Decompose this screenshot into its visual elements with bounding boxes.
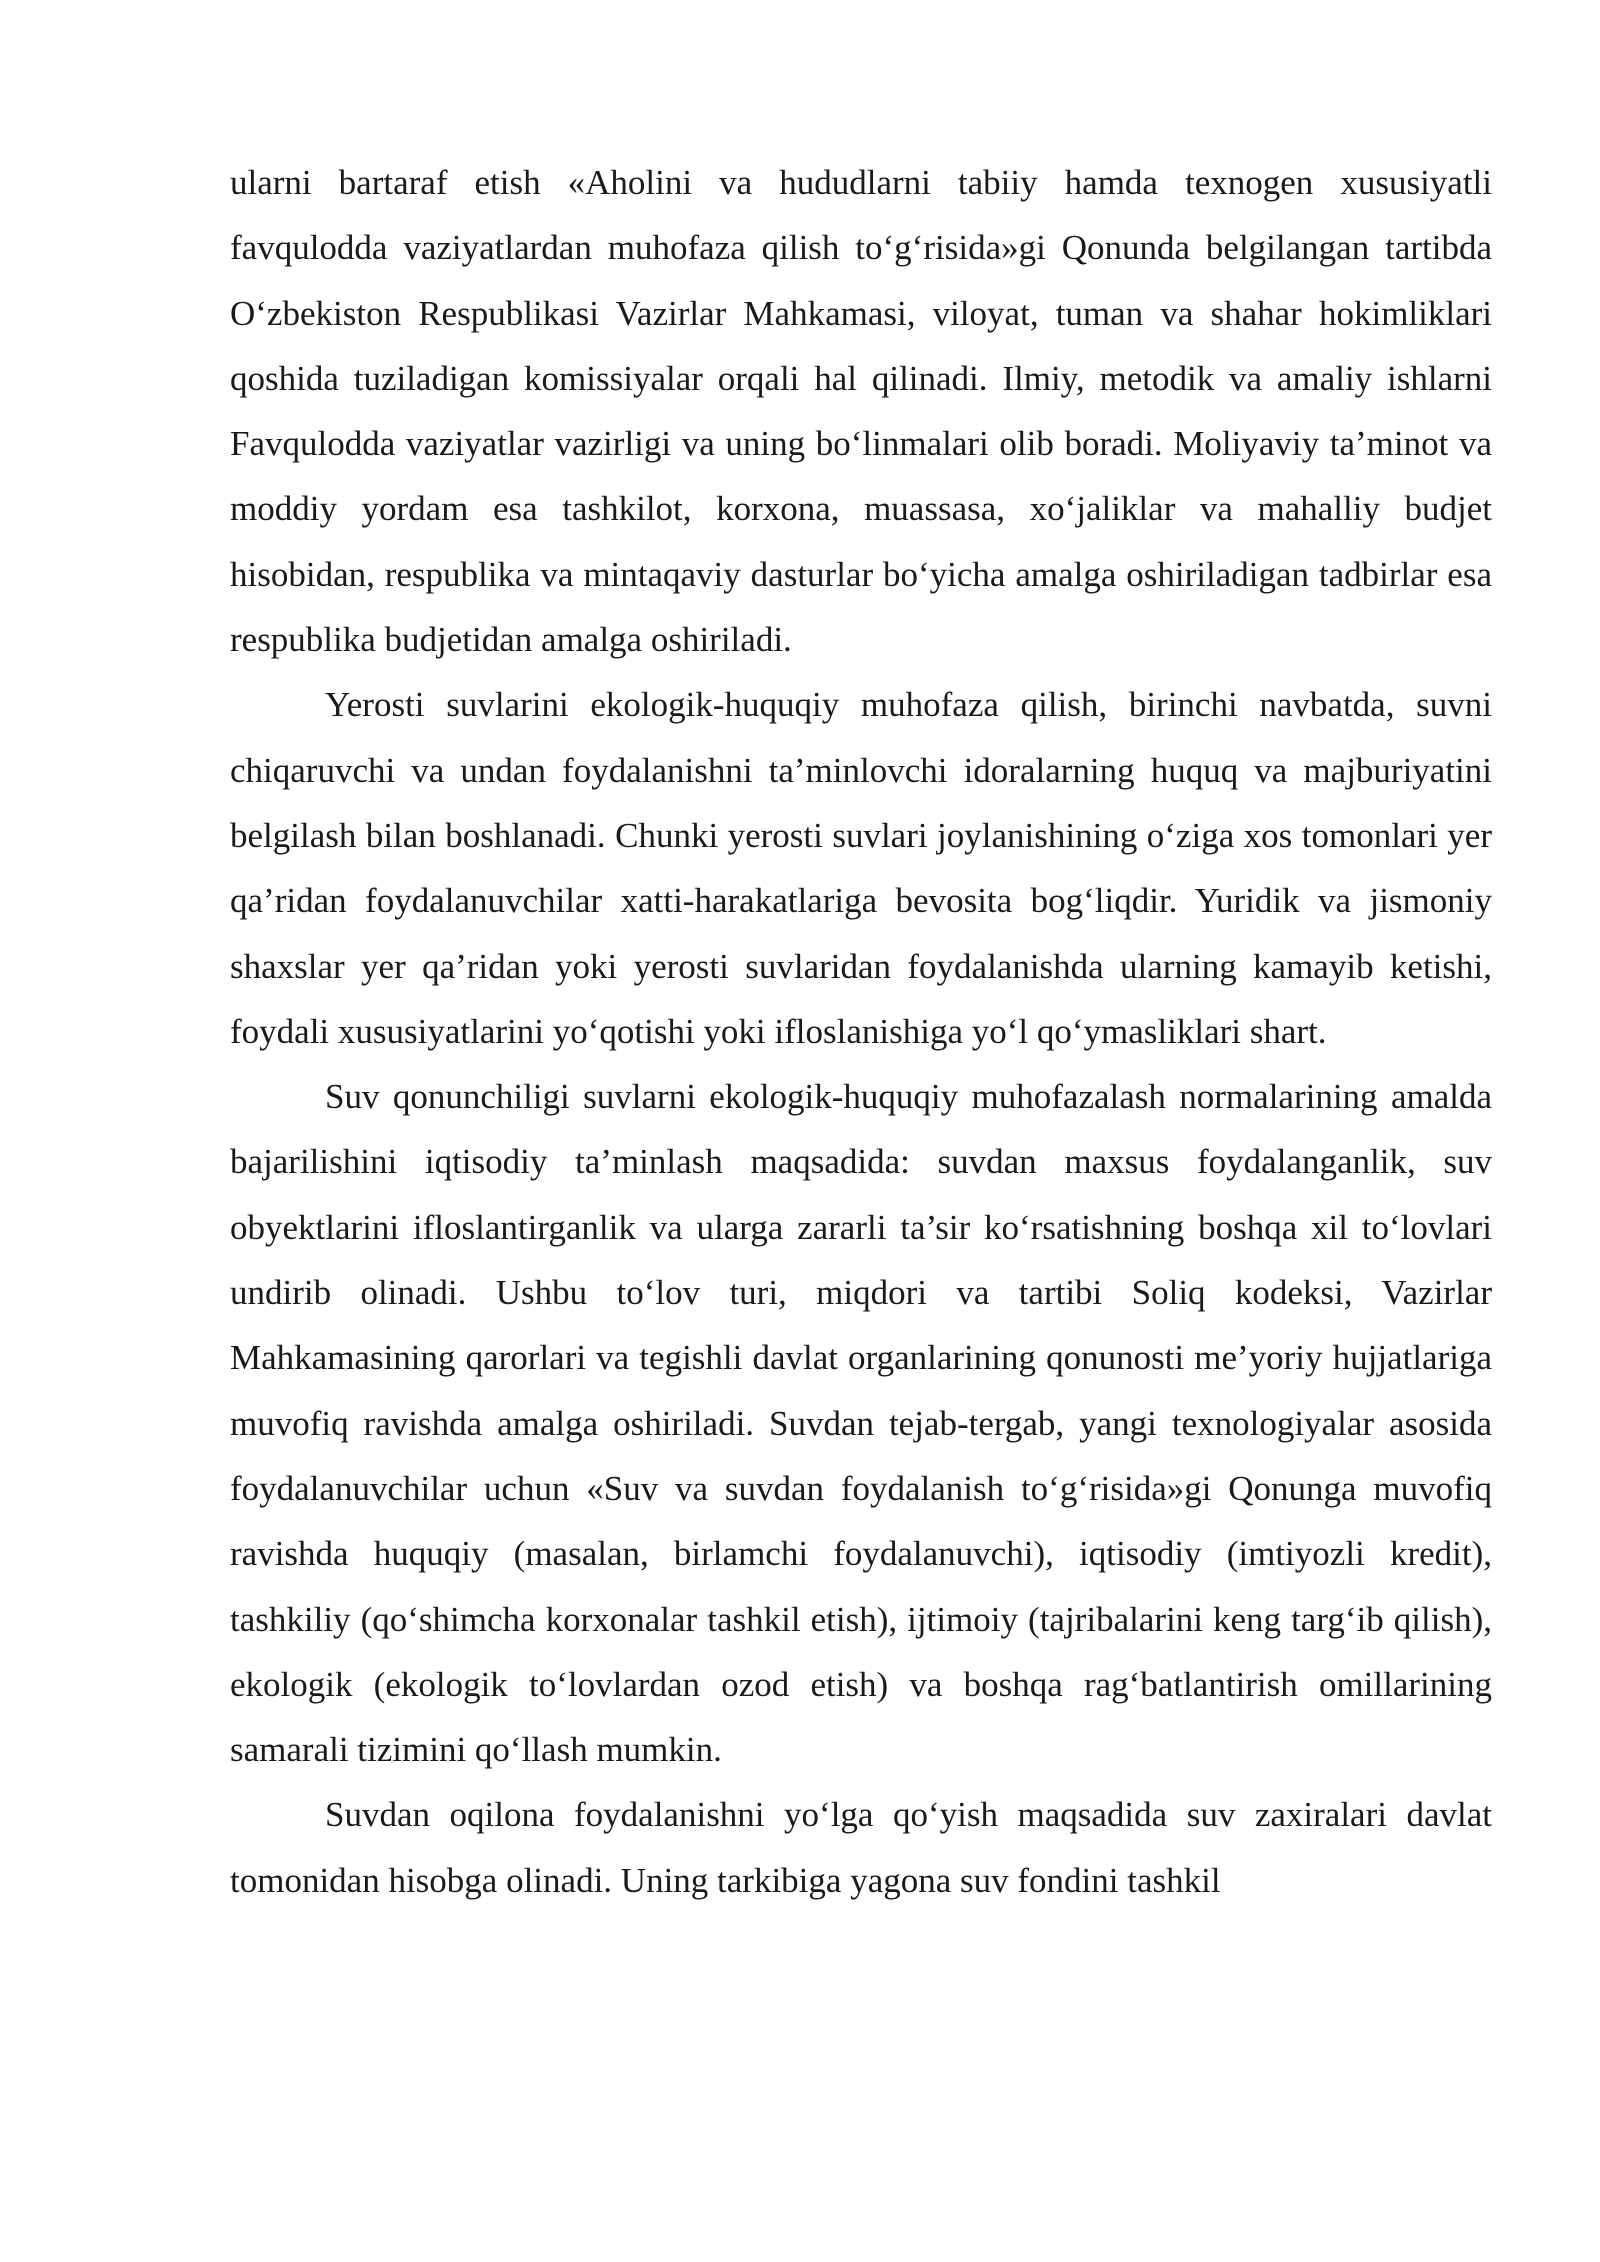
paragraph-1: ularni bartaraf etish «Aholini va hududlarni tabiiy hamda texnogen xususiyatli favqulodda vaziyatlardan muhofaza qilish to‘g‘risida»gi Qonunda belgilangan tartibda O‘zbekiston Respublikasi Vazirlar Mahkamasi, viloyat, tuman va shahar hokimliklari qoshida tuziladigan komissiyalar orqali hal qilinadi. Ilmiy, metodik va amaliy ishlarni Favqulodda vaziyatlar vazirligi va uning bo‘linmalari olib boradi. Moliyaviy ta’minot va moddiy yordam esa tashkilot, korxona, muassasa, xo‘jaliklar va mahalliy budjet hisobidan, respublika va mintaqaviy dasturlar bo‘yicha amalga oshiriladigan tadbirlar esa respublika budjetidan amalga oshiriladi. [230,163,1492,660]
paragraph-2: Yerosti suvlarini ekologik-huquqiy muhofaza qilish, birinchi navbatda, suvni chiqaruvchi va undan foydalanishni ta’minlovchi idoralarning huquq va majburiyatini belgilash bilan boshlanadi. Chunki yerosti suvlari joylanishining o‘ziga xos tomonlari yer qa’ridan foydalanuvchilar xatti-harakatlariga bevosita bog‘liqdir. Yuridik va jismoniy shaxslar yer qa’ridan yoki yerosti suvlaridan foydalanishda ularning kamayib ketishi, foydali xususiyatlarini yo‘qotishi yoki ifloslanishiga yo‘l qo‘ymasliklari shart. [230,685,1492,1051]
paragraph-4: Suvdan oqilona foydalanishni yo‘lga qo‘yish maqsadida suv zaxiralari davlat tomonidan hisobga olinadi. Uning tarkibiga yagona suv fondini tashkil [230,1795,1492,1900]
paragraph-3: Suv qonunchiligi suvlarni ekologik-huquqiy muhofazalash normalarining amalda bajarilishini iqtisodiy ta’minlash maqsadida: suvdan maxsus foydalanganlik, suv obyektlarini ifloslantirganlik va ularga zararli ta’sir ko‘rsatishning boshqa xil to‘lovlari undirib olinadi. Ushbu to‘lov turi, miqdori va tartibi Soliq kodeksi, Vazirlar Mahkamasining qarorlari va tegishli davlat organlarining qonunosti me’yoriy hujjatlariga muvofiq ravishda amalga oshiriladi. Suvdan tejab-tergab, yangi texnologiyalar asosida foydalanuvchilar uchun «Suv va suvdan foydalanish to‘g‘risida»gi Qonunga muvofiq ravishda huquqiy (masalan, birlamchi foydalanuvchi), iqtisodiy (imtiyozli kredit), tashkiliy (qo‘shimcha korxonalar tashkil etish), ijtimoiy (tajribalarini keng targ‘ib qilish), ekologik (ekologik to‘lovlardan ozod etish) va boshqa rag‘batlantirish omillarining samarali tizimini qo‘llash mumkin. [230,1077,1492,1770]
document-body [230,150,1492,1913]
